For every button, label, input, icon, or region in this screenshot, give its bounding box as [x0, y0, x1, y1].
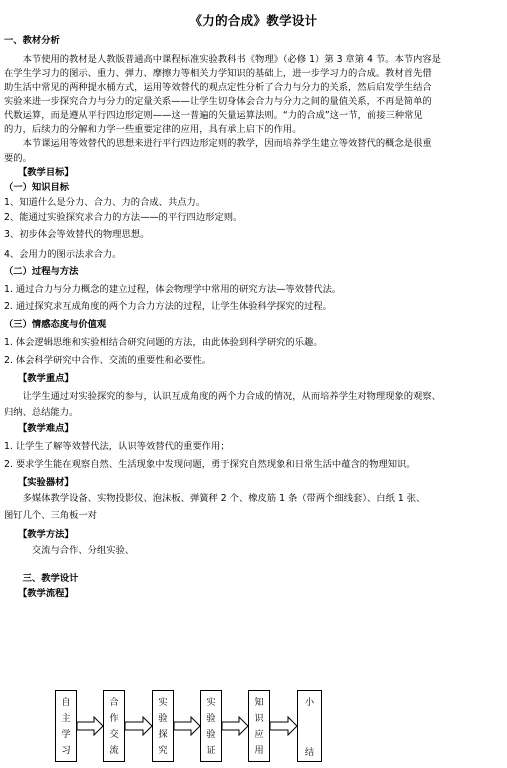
- paragraph-line: 1. 体会逻辑思维和实验相结合研究问题的方法，由此体验到科学研究的乐趣。: [4, 337, 323, 348]
- flow-arrow-icon: [77, 716, 103, 736]
- paragraph-line: 1. 通过合力与分力概念的建立过程，体会物理学中常用的研究方法—等效替代法。: [4, 284, 342, 295]
- paragraph-line: 本节课运用等效替代的思想来进行平行四边形定则的教学，因而培养学生建立等效替代的概念是很重: [4, 138, 432, 149]
- paragraph-line: 实验来进一步探究合力与分力的定量关系——让学生切身体会合力与分力之间的量值关系，不再是简单的: [4, 96, 432, 107]
- document-title: 《力的合成》教学设计: [189, 13, 318, 28]
- flow-step-char: 究: [158, 745, 168, 756]
- flow-step-char: 交: [109, 729, 119, 740]
- flow-step-char: 应: [254, 729, 264, 740]
- paragraph-line: 4、会用力的图示法求合力。: [4, 249, 122, 260]
- flow-step-char: 用: [254, 745, 264, 756]
- paragraph-line: 1、知道什么是分力、合力、力的合成、共点力。: [4, 197, 206, 208]
- paragraph-line: 多媒体教学设备、实物投影仪、泡沫板、弹簧秤 2 个、橡皮筋 1 条（带两个细线套）、白纸 1 张、: [4, 493, 426, 504]
- paragraph-line: 2、能通过实验探究求合力的方法——的平行四边形定则。: [4, 212, 243, 223]
- paragraph-line: 1. 让学生了解等效替代法，认识等效替代的重要作用；: [4, 441, 230, 452]
- flow-step-char: 合: [109, 697, 119, 708]
- flow-step-char: 探: [158, 729, 168, 740]
- flow-step-char: 自: [61, 697, 71, 708]
- flow-step-box: [55, 690, 77, 762]
- paragraph-line: 助生活中常见的两种提水桶方式，运用等效替代的观点定性分析了合力与分力的关系，然后启发学生结合: [4, 82, 432, 93]
- flow-step-char: 验: [158, 713, 168, 724]
- subsection-heading: 【实验器材】: [4, 477, 74, 488]
- flow-step-char: 识: [254, 713, 264, 724]
- paragraph-line: 本节使用的教材是人教版普通高中课程标准实验教科书《物理》（必修 1）第 3 章第 4 节。本节内容是: [4, 54, 441, 65]
- flow-step-box: [297, 690, 322, 762]
- flow-step-box: [152, 690, 174, 762]
- flow-step-char: 验: [206, 713, 216, 724]
- section-heading: 三、教学设计: [4, 573, 79, 584]
- flow-step-box: [103, 690, 125, 762]
- subsection-heading: 【教学目标】: [4, 167, 74, 178]
- flow-arrow-icon: [222, 716, 248, 736]
- flow-step-char: 验: [206, 729, 216, 740]
- flow-step-box: [200, 690, 222, 762]
- flow-step-char: 结: [304, 747, 315, 758]
- paragraph-line: 2. 体会科学研究中合作、交流的重要性和必要性。: [4, 355, 212, 366]
- subsection-heading: （二）过程与方法: [4, 266, 79, 277]
- paragraph-line: 代数运算，而是遵从平行四边形定则——这一普遍的矢量运算法则。“力的合成”这一节，前接三种常见: [4, 110, 423, 121]
- subsection-heading: （一）知识目标: [4, 182, 70, 193]
- flow-step-char: 实: [206, 697, 216, 708]
- flow-step-char: 作: [109, 713, 119, 724]
- flow-arrow-icon: [125, 716, 152, 736]
- paragraph-line: 要的。: [4, 153, 32, 164]
- paragraph-line: 让学生通过对实验探究的参与，认识互成角度的两个力合成的情况，从而培养学生对物理现象的观察、: [4, 391, 441, 402]
- paragraph-line: 的力，后续力的分解和力学一些重要定律的应用，具有承上启下的作用。: [4, 124, 302, 135]
- paragraph-line: 3、初步体会等效替代的物理思想。: [4, 229, 150, 240]
- flow-arrow-icon: [174, 716, 200, 736]
- flow-arrow-icon: [270, 716, 297, 736]
- subsection-heading: 【教学难点】: [4, 423, 74, 434]
- section-heading: 一、教材分析: [4, 35, 60, 46]
- flow-step-char: 学: [61, 729, 71, 740]
- flow-step-char: 流: [109, 745, 119, 756]
- paragraph-line: 图钉几个、三角板一对: [4, 510, 97, 521]
- flow-step-box: [248, 690, 270, 762]
- paragraph-line: 在学生学习力的图示、重力、弹力、摩擦力等相关力学知识的基础上，进一步学习力的合成。教材首先借: [4, 68, 432, 79]
- flow-step-char: 证: [206, 745, 216, 756]
- paragraph-line: 交流与合作、分组实验、: [4, 545, 135, 556]
- paragraph-line: 归纳、总结能力。: [4, 407, 79, 418]
- subsection-heading: 【教学重点】: [4, 373, 74, 384]
- subsection-heading: 【教学方法】: [4, 529, 74, 540]
- flow-step-char: 习: [61, 745, 71, 756]
- flow-step-char: 知: [254, 697, 264, 708]
- paragraph-line: 2. 要求学生能在观察自然、生活现象中发现问题，勇于探究自然现象和日常生活中蕴含的物理知识。: [4, 459, 416, 470]
- flow-step-char: 小: [304, 697, 315, 708]
- flow-step-char: 主: [61, 713, 71, 724]
- subsection-heading: 【教学流程】: [4, 588, 74, 599]
- flow-step-char: 实: [158, 697, 168, 708]
- subsection-heading: （三）情感态度与价值观: [4, 319, 107, 330]
- paragraph-line: 2. 通过探究求互成角度的两个力合力方法的过程，让学生体验科学探究的过程。: [4, 301, 332, 312]
